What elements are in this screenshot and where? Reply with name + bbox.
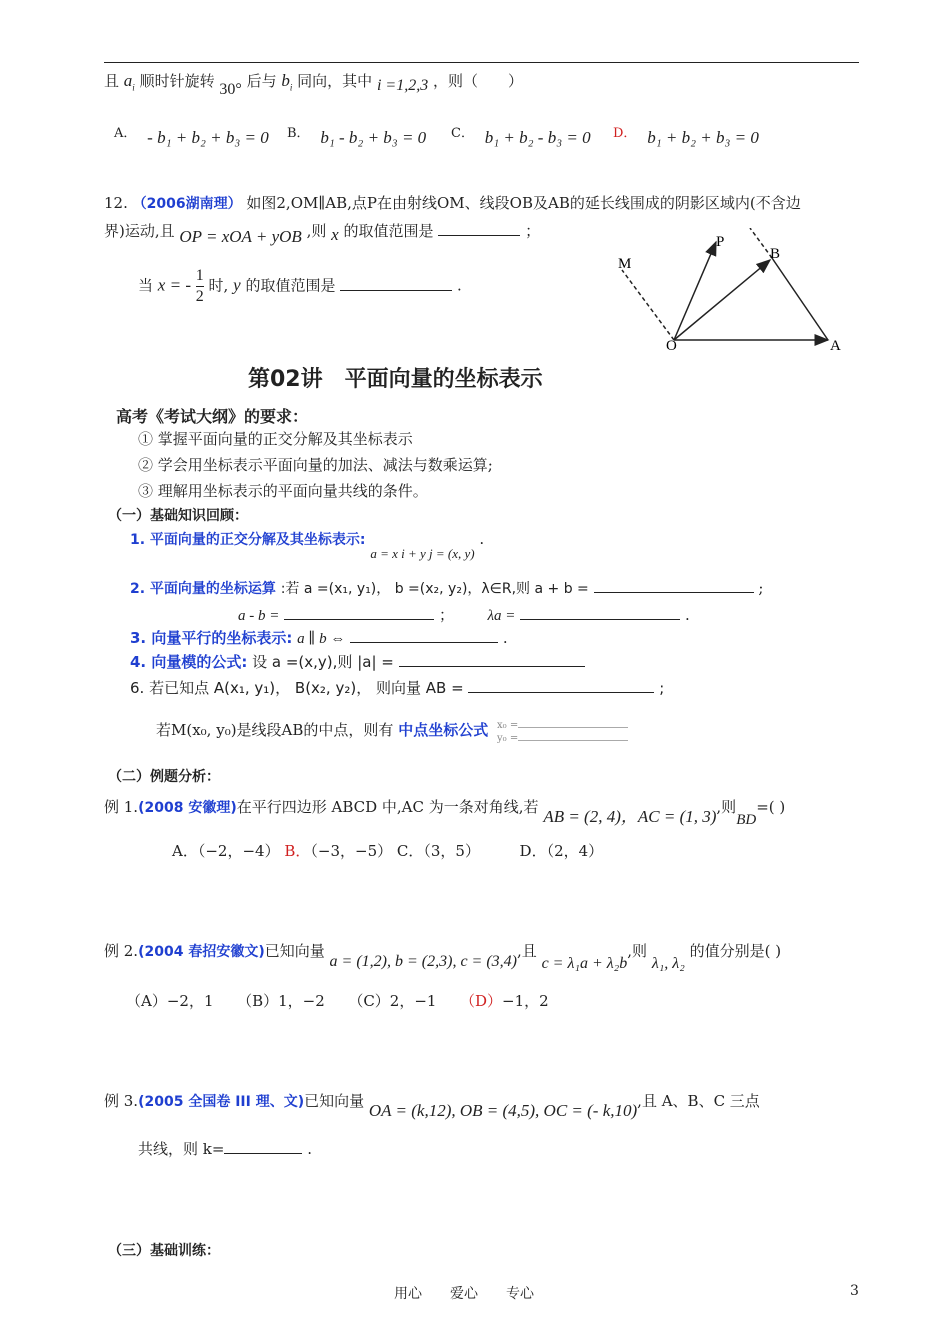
syllabus-item-1: ① 掌握平面向量的正交分解及其坐标表示 — [138, 430, 413, 448]
q12-blank-1[interactable] — [438, 221, 520, 236]
syllabus-heading: 高考《考试大纲》的要求： — [116, 407, 309, 426]
item2: 2. 平面向量的坐标运算 :若 a =(x₁, y₁)， b =(x₂, y₂)，λ∈R,则 a + b = ; — [130, 579, 764, 597]
q12-blank-2[interactable] — [340, 276, 452, 291]
vector-op — [674, 242, 716, 340]
footer-motto: 用心 爱心 专心 — [394, 1286, 534, 1302]
midpoint-blank-y[interactable] — [518, 731, 628, 741]
syllabus-item-2: ② 学会用坐标表示平面向量的加法、减法与数乘运算; — [138, 456, 493, 474]
item2-line2: a - b = ； λa = . — [238, 606, 690, 624]
vector-ob — [674, 260, 770, 340]
q11-option-c: C． b₁ + b₂ - b₃ = 0 — [451, 126, 591, 147]
section1-heading: （一）基础知识回顾： — [108, 508, 248, 524]
item3: 3. 向量平行的坐标表示: a ∥ b ⇔ . — [130, 629, 508, 647]
item3-blank[interactable] — [350, 628, 498, 643]
item1: 1. 平面向量的正交分解及其坐标表示: a = x i + y j = (x, y) . — [130, 530, 485, 561]
q11-option-b: B． b₁ - b₂ + b₃ = 0 — [287, 126, 427, 147]
item6: 6. 若已知点 A(x₁, y₁)， B(x₂, y₂)， 则向量 AB = ; — [130, 679, 665, 697]
q12-line3: 当 x = - $\frac{1}{2}$ 时, y 的取值范围是 . — [138, 267, 462, 305]
q11-stem: 且 $a_i$ 顺时针旋转 30° 后与 $b_i$ 同向，其中 i =1,2,3 ，则（ ） — [104, 71, 524, 98]
label-a: A — [830, 338, 841, 354]
example-3-line2: 共线，则 k= . — [138, 1140, 312, 1158]
page-number: 3 — [850, 1283, 859, 1299]
item2-blank-sum[interactable] — [594, 578, 754, 593]
item2-blank-scalar[interactable] — [520, 605, 680, 620]
segment-ab — [772, 258, 828, 340]
label-o: O — [666, 338, 677, 354]
q12-line2: 界)运动,且 OP = xOA + yOB ,则 x 的取值范围是 ； — [104, 222, 541, 246]
label-p: P — [716, 234, 725, 250]
example-2: 例 2.(2004 春招安徽文)已知向量 a = (1,2), b = (2,3), c = (3,4),且 c = λ₁a + λ₂b,则 λ₁, λ₂ 的值分别是( ) — [104, 942, 782, 972]
label-b: B — [770, 246, 781, 262]
section3-heading: （三）基础训练： — [108, 1243, 220, 1259]
fraction-one-half: $\frac{1}{2}$ — [195, 267, 204, 305]
example-1: 例 1.(2008 安徽理)在平行四边形 ABCD 中,AC 为一条对角线,若 AB = (2, 4)，AC = (1, 3),则BD=( ) — [104, 798, 786, 828]
header-rule — [104, 62, 859, 63]
item2-blank-diff[interactable] — [284, 605, 434, 620]
syllabus-item-3: ③ 理解用坐标表示的平面向量共线的条件。 — [138, 482, 428, 500]
example-3: 例 3.(2005 全国卷 III 理、文)已知向量 OA = (k,12), OB = (4,5), OC = (- k,10),且 A、B、C 三点 — [104, 1092, 760, 1120]
q11-option-a: A． - b₁ + b₂ + b₃ = 0 — [114, 126, 269, 147]
ab-extension — [750, 228, 772, 258]
lecture-title: 第02讲 平面向量的坐标表示 — [248, 367, 543, 392]
item4: 4. 向量模的公式: 设 a =(x,y),则 |a| = — [130, 651, 585, 672]
example-3-blank[interactable] — [224, 1139, 302, 1154]
q12-line1: 12. （2006湖南理） 如图2,OM∥AB,点P在由射线OM、线段OB及AB的延长线围成的阴影区域内(不含边 — [104, 194, 801, 212]
q11-option-d: D． b₁ + b₂ + b₃ = 0 — [613, 126, 759, 147]
midpoint-blank-x[interactable] — [518, 718, 628, 728]
midpoint: 若M(x₀, y₀)是线段AB的中点，则有 中点坐标公式 x₀ = y₀ = — [156, 718, 628, 744]
example-2-options: （A）−2，1 （B）1，−2 （C）2，−1 （D）−1，2 — [126, 992, 549, 1010]
ray-om — [622, 270, 674, 340]
section2-heading: （二）例题分析： — [108, 769, 220, 785]
vector-figure — [600, 228, 860, 358]
midpoint-formula: x₀ = y₀ = — [497, 718, 628, 744]
example-1-options: A．（−2，−4） B．（−3，−5） C．（3，5） D．（2，4） — [172, 842, 604, 860]
item4-blank[interactable] — [399, 652, 585, 667]
label-m: M — [618, 256, 632, 272]
item6-blank[interactable] — [468, 678, 654, 693]
